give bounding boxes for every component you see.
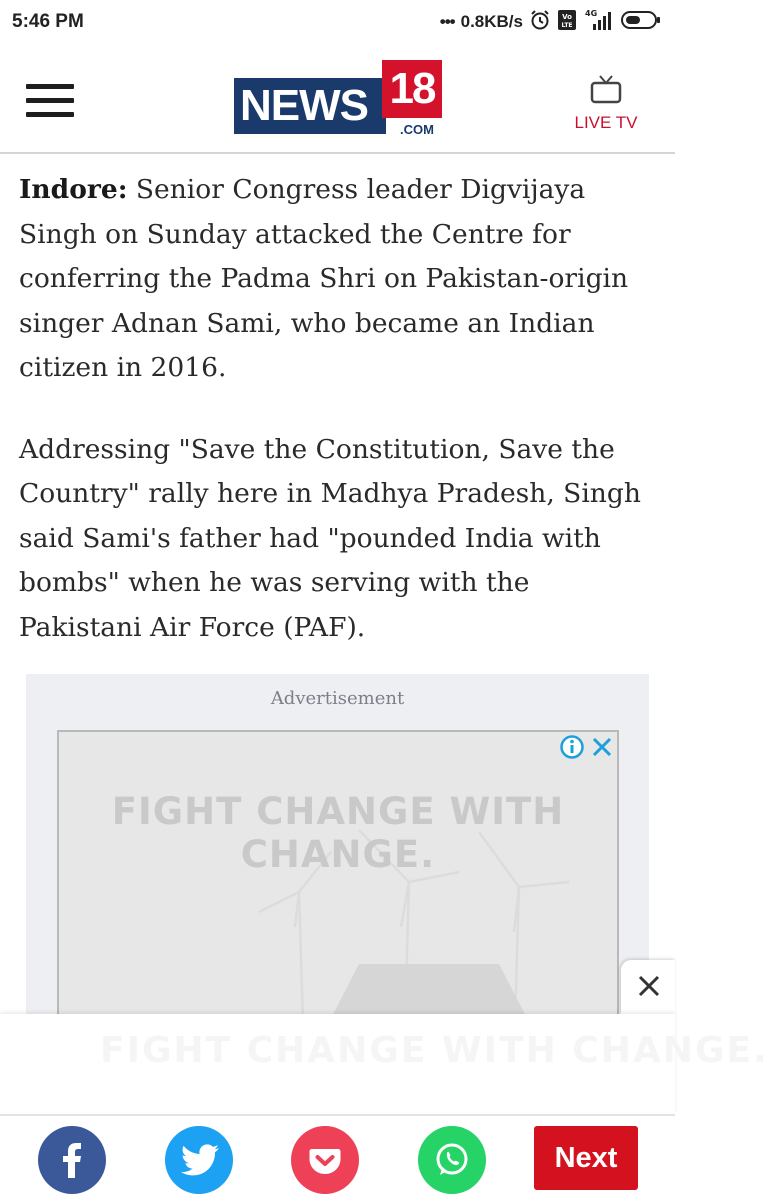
sticky-ad-banner[interactable] [0,1014,769,1114]
notification-dots: ••• [439,12,455,31]
menu-bar-icon [26,98,74,103]
twitter-share-button[interactable] [165,1126,233,1194]
tv-icon [566,74,646,109]
live-tv-button[interactable] [566,74,646,134]
network-speed: 0.8KB/s [460,12,523,31]
article-body [19,168,659,687]
sticky-ad-close-button[interactable] [621,960,675,1014]
status-bar [0,0,675,44]
menu-bar-icon [26,84,74,89]
logo-news-text: NEWS [240,81,368,130]
next-article-button[interactable]: Next [534,1126,638,1190]
facebook-icon [38,1126,106,1194]
paragraph-text: Addressing "Save the Constitution, Save the Country" rally here in Madhya Pradesh, Singh said Sami's father had "pounded India with bombs" when he was serving with the Pakistani Air Force (PAF). [19,433,641,643]
pocket-share-button[interactable] [291,1126,359,1194]
logo-18-badge: 18 [382,60,442,118]
status-indicators [440,9,661,35]
network-type-label: 4G [585,8,598,18]
share-bar [0,1114,675,1200]
paragraph-text: Senior Congress leader Digvijaya Singh on Sunday attacked the Centre for conferring the Padma Shri on Pakistan-origin singer Adnan Sami, who became an Indian citizen in 2016. [19,174,629,383]
wind-turbine-illustration [59,732,617,1022]
news18-logo[interactable] [234,60,444,140]
ad-close-icon[interactable] [589,734,615,760]
svg-text:Vo: Vo [562,12,572,21]
sticky-ad-faded-text: FIGHT CHANGE WITH CHANGE. [100,1030,769,1071]
advertisement-label: Advertisement [270,688,405,709]
whatsapp-share-button[interactable] [418,1126,486,1194]
ad-info-icon[interactable] [559,734,585,760]
logo-domain-text: .COM [400,122,434,137]
article-paragraph [19,168,659,391]
twitter-icon [165,1126,233,1194]
hamburger-menu-button[interactable] [26,84,76,120]
site-header [0,44,675,154]
whatsapp-icon [418,1126,486,1194]
live-tv-label: LIVE TV [574,113,638,132]
menu-bar-icon [26,112,74,117]
article-paragraph [19,428,659,651]
svg-text:LTE: LTE [561,21,573,29]
ad-creative[interactable] [57,730,619,1020]
battery-icon [621,10,661,35]
close-icon [621,960,675,1014]
status-time: 5:46 PM [12,11,84,32]
advertisement-container [26,674,649,1014]
dateline: Indore: [19,174,128,205]
pocket-icon [291,1126,359,1194]
ad-headline: FIGHT CHANGE WITH CHANGE. [111,790,565,876]
ad-choices [559,734,615,760]
facebook-share-button[interactable] [38,1126,106,1194]
alarm-clock-icon [529,9,551,36]
volte-icon [557,9,577,36]
4g-signal-icon [583,8,615,37]
